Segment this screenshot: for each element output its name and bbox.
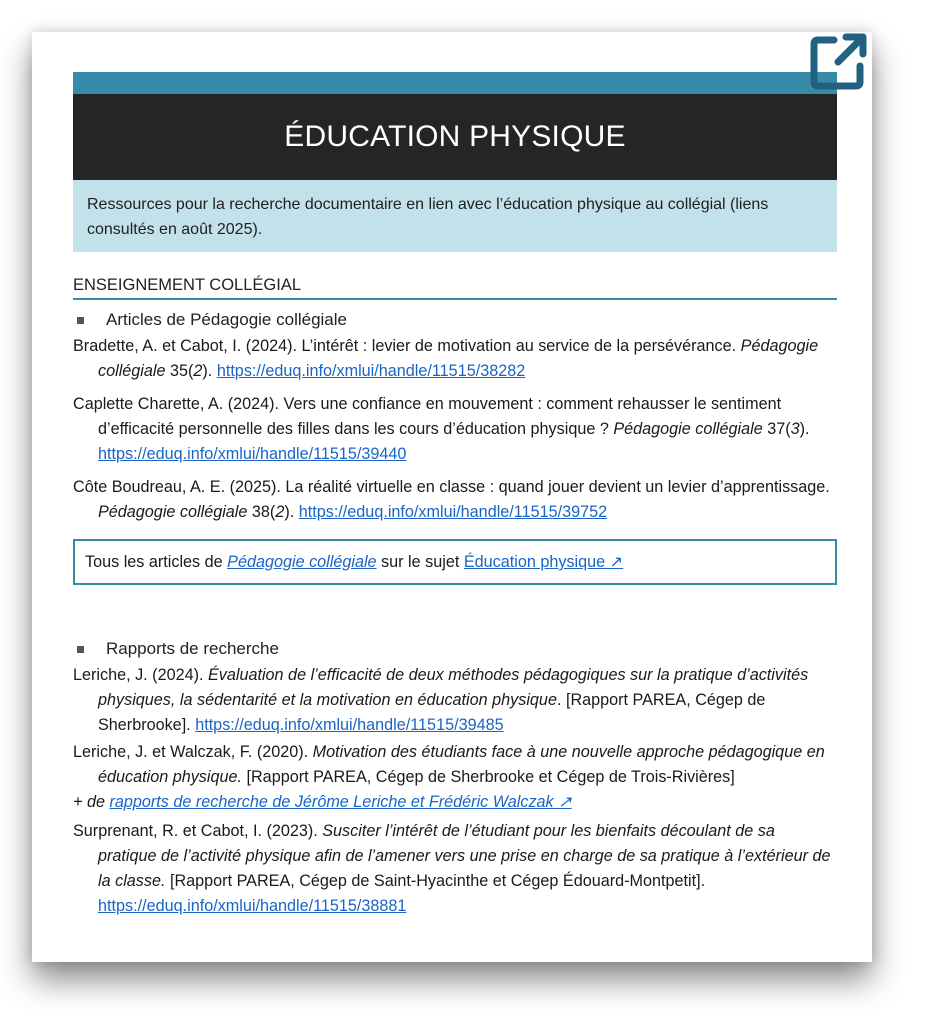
ref-link[interactable]: https://eduq.info/xmlui/handle/11515/39440 xyxy=(98,445,407,463)
more-reports-link[interactable]: rapports de recherche de Jérôme Leriche et Frédéric Walczak ↗ xyxy=(109,793,572,811)
ref-volume: 38( xyxy=(247,503,276,521)
more-reports xyxy=(73,790,837,815)
page-title xyxy=(73,94,837,180)
box-text: sur le sujet xyxy=(376,553,464,571)
ref-text: Bradette, A. et Cabot, I. (2024). L’intérêt : levier de motivation au service de la persévérance. xyxy=(73,337,737,355)
ref-link[interactable]: https://eduq.info/xmlui/handle/11515/39485 xyxy=(195,716,504,734)
ref-punct: ). xyxy=(284,503,299,521)
reference-item xyxy=(73,392,837,467)
intro-text: Ressources pour la recherche documentaire en lien avec l’éducation physique au collégial (liens consultés en août 2025). xyxy=(73,180,837,252)
ref-link[interactable]: https://eduq.info/xmlui/handle/11515/39752 xyxy=(298,503,608,521)
all-articles-box xyxy=(73,539,837,585)
ref-text: Leriche, J. et Walczak, F. (2020). xyxy=(73,743,313,761)
subheading-label: Articles de Pédagogie collégiale xyxy=(106,310,347,329)
ref-text: [Rapport PAREA, Cégep de Sherbrooke et Cégep de Trois-Rivières] xyxy=(242,768,735,786)
ref-issue: 2 xyxy=(275,503,285,521)
reference-item xyxy=(73,819,837,919)
ref-title: Susciter l’intérêt de l’étudiant pour les bienfaits découlant de sa pratique de l’activité physique afin de l’amener vers une prise en charge de sa pratique à l’extérieur de la classe. xyxy=(98,822,831,890)
ref-text: Surprenant, R. et Cabot, I. (2023). xyxy=(73,822,323,840)
subject-link[interactable]: Éducation physique ↗ xyxy=(463,553,624,571)
ref-link[interactable]: https://eduq.info/xmlui/handle/11515/38282 xyxy=(216,362,526,380)
section-heading: ENSEIGNEMENT COLLÉGIAL xyxy=(73,276,837,300)
ref-issue: 3 xyxy=(790,420,800,438)
journal-link[interactable]: Pédagogie collégiale xyxy=(227,553,377,571)
ref-punct: ). xyxy=(202,362,217,380)
spacer xyxy=(73,585,837,629)
reference-item xyxy=(73,475,837,525)
document-page xyxy=(32,32,872,962)
ref-volume: 37( xyxy=(762,420,791,438)
more-prefix: + de xyxy=(73,793,110,811)
subheading-articles xyxy=(73,310,837,330)
reference-item xyxy=(73,334,837,384)
bullet-icon xyxy=(77,317,84,324)
ref-title: Évaluation de l’efficacité de deux méthodes pédagogiques sur la pratique d’activités physiques, la sédentarité et la motivation en éducation physique xyxy=(98,666,809,709)
ref-title: Motivation des étudiants face à une nouvelle approche pédagogique en éducation physique. xyxy=(98,743,825,786)
ref-issue: 2 xyxy=(193,362,203,380)
ref-text: Leriche, J. (2024). xyxy=(73,666,208,684)
ref-text: [Rapport PAREA, Cégep de Saint-Hyacinthe et Cégep Édouard-Montpetit]. xyxy=(165,872,706,890)
ref-volume: 35( xyxy=(165,362,194,380)
ref-link[interactable]: https://eduq.info/xmlui/handle/11515/38881 xyxy=(98,897,407,915)
bullet-icon xyxy=(77,646,84,653)
reference-item xyxy=(73,740,837,790)
content xyxy=(73,72,837,919)
ref-journal: Pédagogie collégiale xyxy=(613,420,763,438)
ref-text: Caplette Charette, A. (2024). Vers une confiance en mouvement : comment rehausser le sentiment d’efficacité personnelle des filles dans les cours d’éducation physique ? xyxy=(73,395,782,438)
subheading-reports xyxy=(73,639,837,659)
ref-text: . [Rapport PAREA, Cégep de Sherbrooke]. xyxy=(98,691,766,734)
ref-journal: Pédagogie collégiale xyxy=(98,503,248,521)
box-text: Tous les articles de xyxy=(85,553,228,571)
accent-bar xyxy=(73,72,837,94)
ref-journal: Pédagogie collégiale xyxy=(98,337,819,380)
open-external-icon[interactable] xyxy=(810,30,870,90)
page-title-text: ÉDUCATION PHYSIQUE xyxy=(284,120,626,153)
subheading-label: Rapports de recherche xyxy=(106,639,279,658)
ref-text: Côte Boudreau, A. E. (2025). La réalité virtuelle en classe : quand jouer devient un levier d’apprentissage. xyxy=(73,478,830,496)
reference-item xyxy=(73,663,837,738)
ref-punct: ). xyxy=(799,420,810,438)
